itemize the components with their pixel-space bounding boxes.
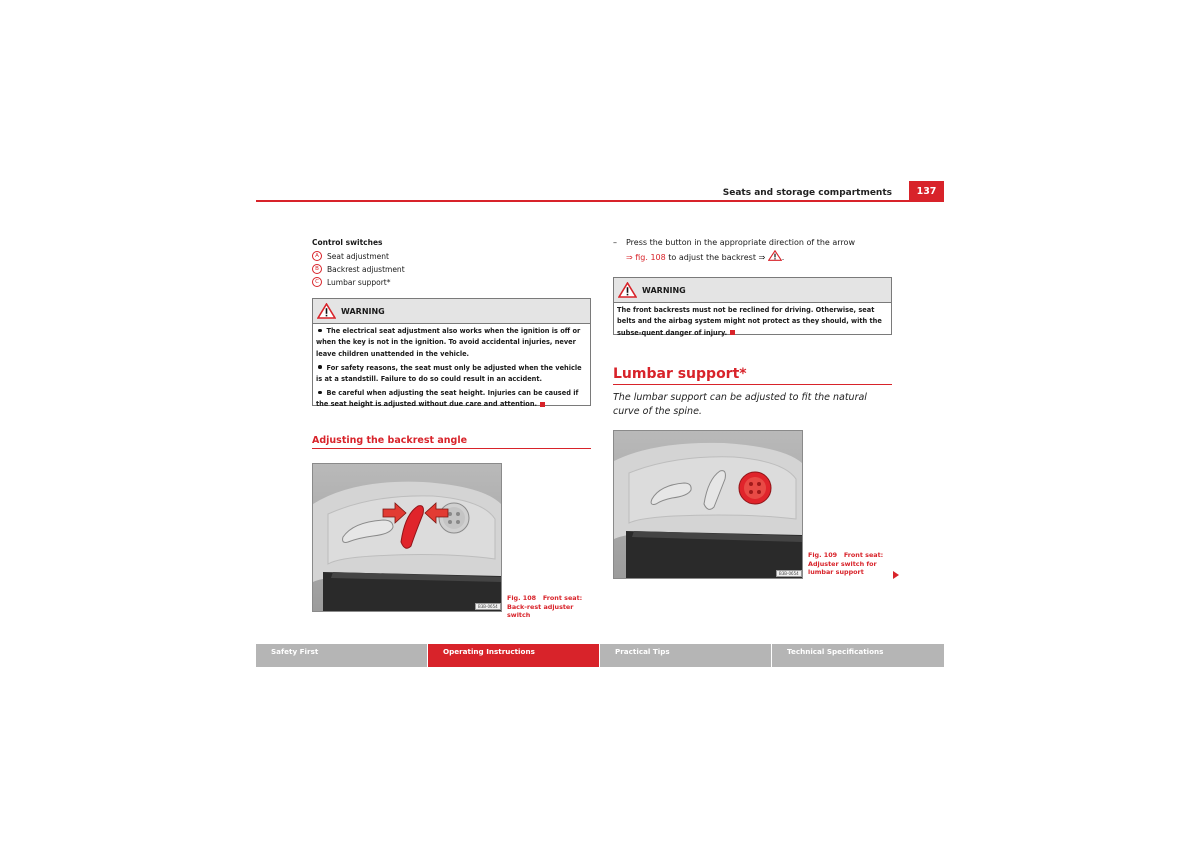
control-item-label: Backrest adjustment: [327, 264, 405, 274]
end-marker-icon: [730, 330, 735, 335]
warning-text: The front backrests must not be reclined for driving. Otherwise, seat belts and the airbag system might not protect as they should, with the subse-quent danger of injury.: [617, 306, 882, 337]
warning-header: [313, 299, 590, 324]
control-switches-title: Control switches: [312, 238, 383, 247]
backrest-heading: Adjusting the backrest angle: [312, 435, 468, 446]
warning-box-electrical: [312, 298, 591, 409]
page-number: 137: [909, 181, 944, 201]
control-item-a: [312, 251, 389, 261]
warning-box-backrest: [613, 277, 892, 335]
warning-triangle-icon: [317, 303, 336, 319]
warning-item: Be careful when adjusting the seat height. Injuries can be caused if the seat height is adjusted without due care and attention.: [316, 389, 579, 409]
backrest-heading-rule: [312, 448, 591, 449]
tab-operating-instructions[interactable]: Operating Instructions: [428, 644, 599, 667]
warning-triangle-icon: [618, 282, 637, 298]
tab-practical-tips[interactable]: Practical Tips: [600, 644, 771, 667]
letter-c-marker: C: [312, 277, 322, 287]
figure-109-image: [613, 430, 803, 579]
warning-title: WARNING: [642, 285, 686, 295]
warning-header: [614, 278, 891, 303]
control-item-c: [312, 277, 390, 287]
lumbar-switch-illustration: [614, 431, 802, 578]
warning-item: The electrical seat adjustment also works when the ignition is off or when the key is not in the ignition. To avoid accidental injuries, never leave children unattended in the vehicle.: [316, 327, 581, 358]
control-item-label: Seat adjustment: [327, 251, 389, 261]
lumbar-heading: Lumbar support*: [613, 366, 747, 382]
tab-technical-specifications[interactable]: Technical Specifications: [772, 644, 944, 667]
header-rule: [256, 200, 944, 202]
figure-109-caption: Fig. 109 Front seat: Adjuster switch for lumbar support: [808, 551, 884, 577]
control-item-b: [312, 264, 405, 274]
letter-b-marker: B: [312, 264, 322, 274]
figure-108-caption: Fig. 108 Front seat: Back-rest adjuster switch: [507, 594, 583, 620]
warning-triangle-icon: [768, 250, 782, 261]
lumbar-heading-rule: [613, 384, 892, 385]
figure-108-image: [312, 463, 502, 612]
figure-code: B3B-0654: [475, 603, 501, 610]
figure-code: B3B-0654: [776, 570, 802, 577]
lumbar-lead: The lumbar support can be adjusted to fit the natural curve of the spine.: [613, 392, 867, 417]
seat-switch-illustration: [313, 464, 501, 611]
backrest-instruction: – Press the button in the appropriate direction of the arrow ⇒ fig. 108 to adjust the backrest ⇒ .: [613, 238, 855, 262]
warning-title: WARNING: [341, 306, 385, 316]
letter-a-marker: A: [312, 251, 322, 261]
section-title: Seats and storage compartments: [722, 188, 892, 198]
control-item-label: Lumbar support*: [327, 277, 391, 287]
tab-safety-first[interactable]: Safety First: [256, 644, 427, 667]
continue-arrow-icon: [893, 571, 899, 579]
warning-item: For safety reasons, the seat must only be adjusted when the vehicle is at a standstill. Failure to do so could result in an accident.: [316, 363, 582, 384]
fig-108-link[interactable]: ⇒ fig. 108: [626, 252, 666, 262]
end-marker-icon: [540, 402, 545, 407]
